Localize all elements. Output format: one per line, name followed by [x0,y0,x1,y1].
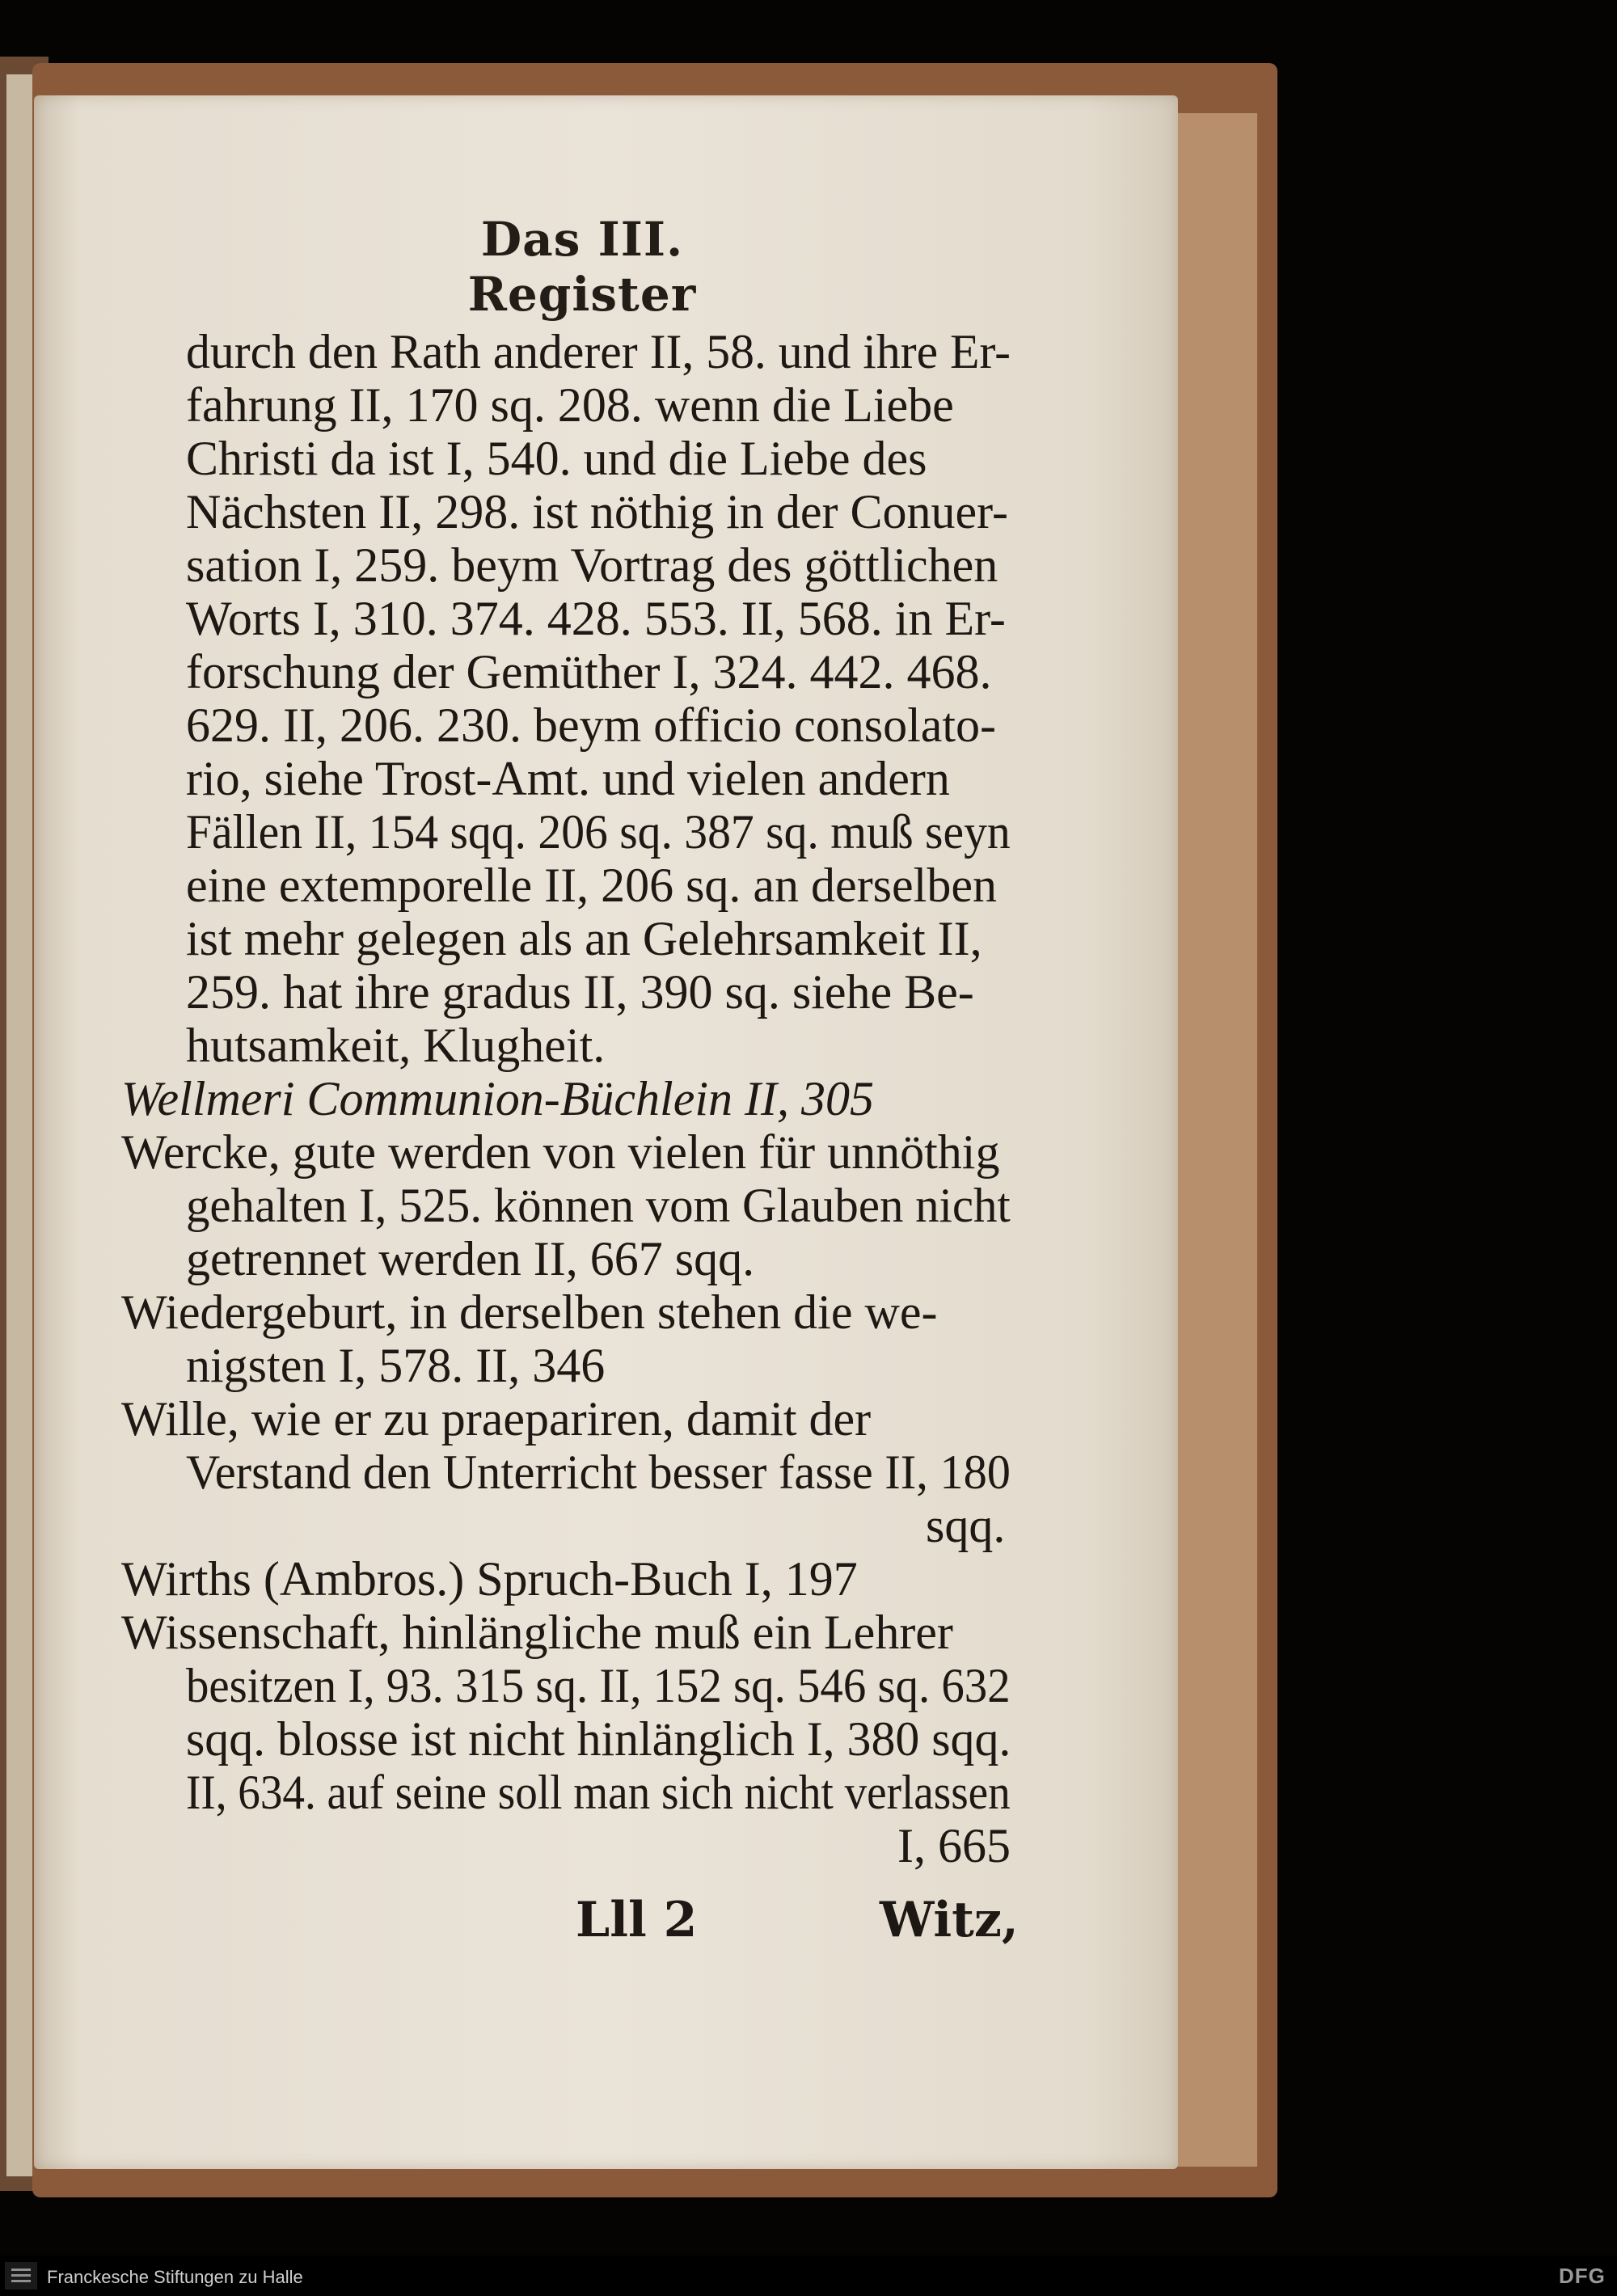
page-edge-stack [1176,113,1257,2167]
text-line: forschung der Gemüther I, 324. 442. 468. [186,645,992,699]
text-line: Fällen II, 154 sqq. 206 sq. 387 sq. muß seyn [186,805,1011,859]
text-line: Christi da ist I, 540. und die Liebe des [186,432,927,485]
text-line: rio, siehe Trost-Amt. und vielen andern [186,752,950,805]
dfg-logo: DFG [1559,2264,1606,2288]
entry-line: Wirths (Ambros.) Spruch-Buch I, 197 [121,1552,858,1606]
text-line: besitzen I, 93. 315 sq. II, 152 sq. 546 sq. 632 [186,1659,1011,1712]
text-line: getrennet werden II, 667 sqq. [186,1232,755,1285]
text-line: sqq. [926,1499,1006,1552]
facing-page-strip [6,74,34,2176]
text-line: 259. hat ihre gradus II, 390 sq. siehe Be- [186,965,974,1019]
entry-line: Wellmeri Communion-Büchlein II, 305 [121,1072,874,1125]
text-line: I, 665 [897,1819,1011,1872]
text-line: 629. II, 206. 230. beym officio consolato- [186,699,997,752]
entry-line: Wercke, gute werden von vielen für unnöthig [121,1125,1000,1179]
text-line: Verstand den Unterricht besser fasse II, 180 [186,1446,1011,1499]
text-line: sation I, 259. beym Vortrag des göttlichen [186,538,998,592]
text-line: hutsamkeit, Klugheit. [186,1019,606,1072]
text-line: fahrung II, 170 sq. 208. wenn die Liebe [186,378,954,432]
institution-name: Franckesche Stiftungen zu Halle [47,2267,303,2287]
text-line: eine extemporelle II, 206 sq. an derselben [186,859,997,912]
text-line: nigsten I, 578. II, 346 [186,1339,606,1392]
text-line: gehalten I, 525. können vom Glauben nicht [186,1179,1011,1232]
running-head: Das III. Register [467,212,697,322]
text-line: Nächsten II, 298. ist nöthig in der Conuer- [186,485,1008,538]
text-line: II, 634. auf seine soll man sich nicht verlassen [186,1766,1011,1819]
text-line: Worts I, 310. 374. 428. 553. II, 568. in Er- [186,592,1006,645]
text-line: sqq. blosse ist nicht hinlänglich I, 380 sqq. [186,1712,1011,1766]
register-text [121,325,1011,1872]
entry-line: Wille, wie er zu praepariren, damit der [121,1392,872,1446]
institution-logo-icon [5,2262,37,2290]
text-line: durch den Rath anderer II, 58. und ihre Er- [186,325,1011,378]
entry-line: Wiedergeburt, in derselben stehen die we- [121,1285,938,1339]
entry-line: Wissenschaft, hinlängliche muß ein Lehrer [121,1606,953,1659]
text-line: ist mehr gelegen als an Gelehrsamkeit II, [186,912,982,965]
catchword: Witz, [880,1892,1019,1948]
signature-mark: Lll 2 [576,1892,698,1948]
